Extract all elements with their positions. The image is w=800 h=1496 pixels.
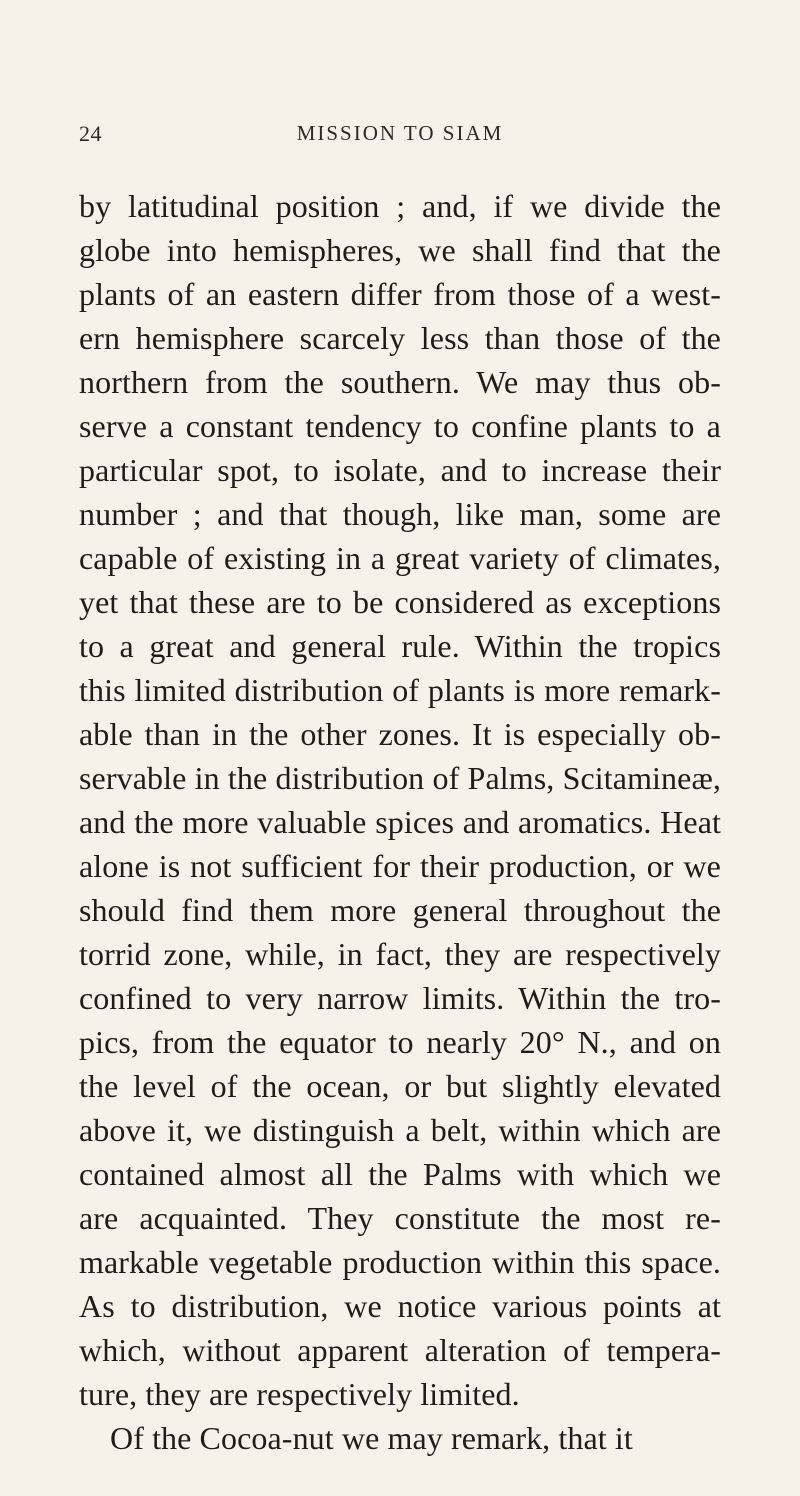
text-line: capable of existing in a great variety of climates,	[79, 540, 721, 576]
text-line: plants of an eastern differ from those of a west-	[79, 276, 721, 312]
text-line: and the more valuable spices and aromatics. Heat	[79, 804, 721, 840]
text-line: should find them more general throughout the	[79, 892, 721, 928]
page-number: 24	[79, 121, 102, 146]
text-line: Of the Cocoa-nut we may remark, that it	[110, 1420, 633, 1456]
text-line: servable in the distribution of Palms, Scitamineæ,	[79, 760, 721, 796]
text-line: globe into hemispheres, we shall find that the	[79, 232, 721, 268]
text-line: pics, from the equator to nearly 20° N., and on	[79, 1024, 721, 1060]
page-header	[79, 121, 721, 151]
text-line: by latitudinal position ; and, if we divide the	[79, 188, 721, 224]
text-line: yet that these are to be considered as exceptions	[79, 584, 721, 620]
text-line: As to distribution, we notice various points at	[79, 1288, 721, 1324]
text-line: to a great and general rule. Within the tropics	[79, 628, 721, 664]
text-line: the level of the ocean, or but slightly elevated	[79, 1068, 721, 1104]
text-line: which, without apparent alteration of tempera-	[79, 1332, 721, 1368]
text-line: number ; and that though, like man, some are	[79, 496, 721, 532]
body-text	[79, 184, 721, 1460]
text-line: ture, they are respectively limited.	[79, 1376, 520, 1412]
text-line: markable vegetable production within this space.	[79, 1244, 721, 1280]
text-line: confined to very narrow limits. Within the tro-	[79, 980, 721, 1016]
text-line: contained almost all the Palms with which we	[79, 1156, 721, 1192]
running-title: MISSION TO SIAM	[296, 121, 504, 145]
text-line: torrid zone, while, in fact, they are respectively	[79, 936, 721, 972]
text-line: particular spot, to isolate, and to increase their	[79, 452, 721, 488]
text-line: alone is not sufficient for their production, or we	[79, 848, 721, 884]
text-line: above it, we distinguish a belt, within which are	[79, 1112, 721, 1148]
text-line: ern hemisphere scarcely less than those of the	[79, 320, 721, 356]
text-line: this limited distribution of plants is more remark-	[79, 672, 721, 708]
text-line: serve a constant tendency to confine plants to a	[79, 408, 721, 444]
text-line: northern from the southern. We may thus ob-	[79, 364, 721, 400]
text-line: are acquainted. They constitute the most re-	[79, 1200, 721, 1236]
text-line: able than in the other zones. It is especially ob-	[79, 716, 721, 752]
